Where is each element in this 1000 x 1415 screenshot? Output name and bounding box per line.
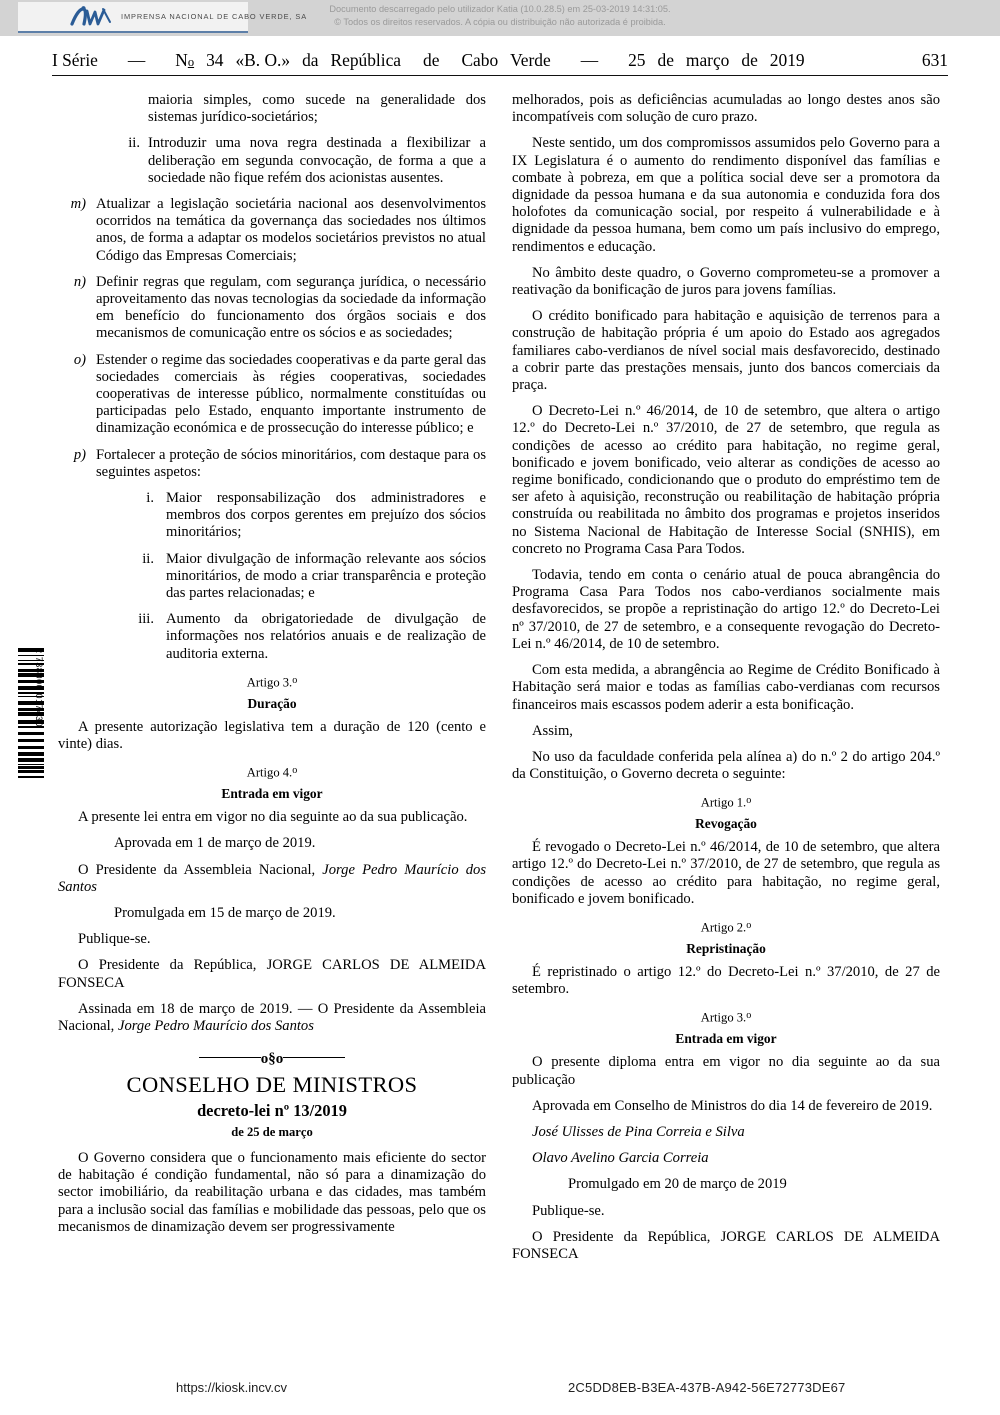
dl-artigo-1-label: Artigo 1. [700, 795, 747, 810]
runhead-numero-ordinal: o [187, 55, 195, 69]
list-item-text: Maior responsabilização dos administradores e membros dos corpos gerentes em prejuízo dos sócios minoritários; [166, 490, 486, 541]
runhead-dia: 25 [628, 50, 646, 70]
right-column [512, 92, 940, 1272]
assembly-president-name: Jorge Pedro Maurício dos Santos [58, 861, 486, 895]
runhead-da: da [302, 50, 319, 70]
watermark-line-1: Documento descarregado pelo utilizador Katia (10.0.28.5) em 25-03-2019 14:31:05. [329, 4, 671, 14]
runhead-verde: Verde [510, 50, 551, 70]
artigo-3-label: Artigo 3. [246, 675, 293, 690]
artigo-4-heading [58, 762, 486, 782]
runhead-mes: março [685, 50, 730, 70]
runhead-de-2: de [657, 50, 674, 70]
approval-date-line: Aprovada em 1 de março de 2019. [114, 835, 316, 852]
paragraph-5: O Decreto-Lei n.º 46/2014, de 10 de setembro, que altera o artigo 12.º do Decreto-Lei n.º 37/2010, de 27 de setembro, que regula as condições de acesso ao crédito para habitação, no regime geral, bonificado e jovem bonificado, veio alterar as condições de acesso ao regime bonificado, condicionando que o produto do empréstimo tem de ser afeto à aquisição, reconstrução ou reabilitação de habitação própria construída ou reabilitada no âmbito dos programas e projetos inseridos no Sistema Nacional de Habitação de Interesse Social (SNHIS), em concreto no Programa Casa Para Todos. [512, 403, 940, 557]
artigo-3-ordinal: o [292, 674, 298, 686]
runhead-cabo: Cabo [461, 50, 499, 70]
list-marker: m) [70, 196, 86, 213]
paragraph-8: No uso da faculdade conferida pela alínea a) do n.º 2 do artigo 204.º da Constituição, o Governo decreta o seguinte: [512, 748, 940, 783]
republic-president-line: O Presidente da República, JORGE CARLOS DE ALMEIDA FONSECA [58, 957, 486, 991]
dl-artigo-3-label: Artigo 3. [700, 1010, 747, 1025]
assim-line: Assim, [532, 722, 573, 739]
list-item-text: Atualizar a legislação societária nacional aos desenvolvimentos ocorridos na temática da governança das sociedades nos últimos anos, de forma a adaptar os modelos societários previstos no atual Código das Empresas Comerciais; [96, 196, 486, 264]
sub-item-iii [58, 611, 486, 663]
diploma-title: decreto-lei nº 13/2019 [197, 1100, 347, 1120]
signature-name: Jorge Pedro Maurício dos Santos [117, 1017, 314, 1034]
ornament-glyph: o§o [260, 1051, 284, 1068]
runhead-serie: I Série [52, 50, 98, 70]
paragraph-3: No âmbito deste quadro, o Governo comprometeu-se a promover a reativação da bonificação de juros para jovens famílias. [512, 264, 940, 299]
dl-publish-line: Publique-se. [532, 1202, 605, 1219]
artigo-4-ordinal: o [292, 765, 298, 777]
list-item-text: Definir regras que regulam, com segurança jurídica, o necessário aproveitamento das novas tecnologias da sociedade da informação em benefício do funcionamento dos órgãos sociais e dos mecanismos de comunicação entre os sócios e as sociedades; [96, 273, 486, 342]
dl-artigo-1-epigraph: Revogação [695, 816, 757, 832]
dl-artigo-3-heading [512, 1007, 940, 1027]
list-item-text: Introduzir uma nova regra destinada a flexibilizar a deliberação em segunda convocação, de forma a que a sociedade não fique refém dos acionistas ausentes. [148, 135, 486, 186]
watermark-line-2: © Todos os direitos reservados. A cópia ou distribuição não autorizada é proibida. [334, 16, 666, 27]
dl-artigo-1-body: É revogado o Decreto-Lei n.º 46/2014, de 10 de setembro, que altera artigo 12.º do Decreto-Lei n.º 37/2010, de 27 de setembro, que regula as condições de acesso ao crédito para habitação, no regime geral, bonificado e jovem bonificado. [512, 839, 940, 907]
runhead-bo: «B. O.» [235, 50, 291, 70]
list-marker: ii. [128, 135, 140, 152]
runhead-numero: 34 [206, 50, 224, 70]
dl-artigo-2-heading [512, 917, 940, 937]
section-ornament [58, 1051, 486, 1068]
paragraph-continued: melhorados, pois as deficiências acumuladas ao longo destes anos são incompatíveis com solução de curo prazo. [512, 92, 940, 126]
paragraph-2: Neste sentido, um dos compromissos assumidos pelo Governo para a IX Legislatura é o aumento do rendimento disponível das famílias e combate à pobreza, em que a política social deve ser a promotora da dignidade da pessoa humana e da sua autonomia e conduzida fora dos holofotes da comunicação social, por respeito á vulnerabilidade e à dignidade da pessoa humana, bem como um país inclusivo do emprego, rendimentos e educação. [512, 135, 940, 255]
list-marker: n) [73, 273, 86, 290]
list-item-p [58, 447, 486, 481]
list-marker: p) [73, 446, 86, 463]
dl-artigo-2-label: Artigo 2. [700, 920, 747, 935]
assembly-president-line [58, 862, 486, 896]
dl-artigo-2-body: É repristinado o artigo 12.º do Decreto-Lei n.º 37/2010, de 27 de setembro. [512, 963, 940, 998]
ornament-rule-left [199, 1057, 261, 1058]
list-item-text: Aumento da obrigatoriedade de divulgação de informações nos relatórios anuais e de realização de auditoria externa. [166, 611, 486, 662]
dl-artigo-3-body: O presente diploma entra em vigor no dia seguinte ao da sua publicação [512, 1054, 940, 1088]
preamble-paragraph-1: O Governo considera que o funcionamento mais eficiente do sector de habitação é condição fundamental, não só para a dinamização do sector imobiliário, da reabilitação urbana e das cidades, mas também para a inclusão social das famílias e mobilidade das pessoas, pelo que os mecanismos de dinamização devem ser progressivamente [58, 1149, 486, 1235]
runhead-de-1: de [423, 50, 440, 70]
list-item-text: maioria simples, como sucede na generalidade dos sistemas jurídico-societários; [148, 92, 486, 126]
artigo-3-body: A presente autorização legislativa tem a duração de 120 (cento e vinte) dias. [58, 718, 486, 753]
left-column [58, 92, 486, 1245]
paragraph-6: Todavia, tendo em conta o cenário atual de pouca abrangência do Programa Casa Para Todos nos cabo-verdianos socialmente mais desfavorecidos, se propõe a repristinação do artigo 12.º do Decreto-Lei nº 37/2010, de 27 de setembro, e a consequente revogação do Decreto-Lei n.º 46/2014, de 10 de setembro. [512, 567, 940, 652]
dl-republic-president-line: O Presidente da República, JORGE CARLOS DE ALMEIDA FONSECA [512, 1228, 940, 1262]
incv-logo-label: IMPRENSA NACIONAL DE CABO VERDE, SA [121, 12, 308, 21]
runhead-page-number: 631 [921, 50, 948, 70]
artigo-3-heading [58, 672, 486, 692]
document-id: 2C5DD8EB-B3EA-437B-A942-56E72773DE67 [568, 1380, 846, 1395]
artigo-4-label: Artigo 4. [246, 765, 293, 780]
paragraph-4: O crédito bonificado para habitação e aquisição de terrenos para a construção de habitação própria é um apoio do Estado aos agregados familiares cabo-verdianos de nível social mais desfavorecido, destinado a cobrir parte das prestações mensais, junto dos bancos comerciais da praça. [512, 308, 940, 394]
paragraph-7: Com esta medida, a abrangência ao Regime de Crédito Bonificado à Habitação será maior e todas as famílias cabo-verdianas com recursos financeiros mais escassos podem aderir a esta bonificação. [512, 662, 940, 713]
barcode-digits: 2 738000 017430 [34, 648, 44, 728]
council-approval-line: Aprovada em Conselho de Ministros do dia 14 de fevereiro de 2019. [532, 1097, 933, 1114]
organ-title: CONSELHO DE MINISTROS [126, 1072, 418, 1098]
diploma-date: de 25 de março [231, 1124, 313, 1139]
kiosk-url[interactable]: https://kiosk.incv.cv [176, 1380, 288, 1395]
list-marker: i. [146, 490, 154, 507]
list-item-text: Maior divulgação de informação relevante aos sócios minoritários, de modo a criar transparência e proteção das partes relacionadas; e [166, 550, 486, 602]
signatory-prime-minister: José Ulisses de Pina Correia e Silva [532, 1123, 745, 1140]
list-marker: ii. [142, 550, 154, 567]
publish-line: Publique-se. [78, 931, 151, 948]
watermark-bar [0, 0, 1000, 36]
list-item-o [58, 352, 486, 438]
list-marker: o) [73, 351, 86, 368]
list-item-n [58, 274, 486, 343]
signature-date-prefix: Assinada em 18 de março de 2019. — O Presidente da Assembleia Nacional, [58, 1000, 486, 1034]
dl-artigo-3-epigraph: Entrada em vigor [675, 1031, 777, 1047]
list-item-m [58, 196, 486, 265]
artigo-3-epigraph: Duração [247, 695, 297, 711]
runhead-numero-label: N [175, 50, 188, 70]
sub-item-i [58, 490, 486, 542]
list-item-text: Fortalecer a proteção de sócios minoritários, com destaque para os seguintes aspetos: [96, 446, 486, 480]
sub-item-ii [58, 551, 486, 603]
list-item-ii [58, 135, 486, 187]
dl-artigo-2-epigraph: Repristinação [686, 940, 766, 956]
dl-promulgation-line: Promulgado em 20 de março de 2019 [568, 1176, 787, 1193]
runhead-ano: 2019 [769, 50, 805, 70]
signature-date-line [58, 1001, 486, 1035]
list-item-continued [58, 92, 486, 126]
ornament-rule-right [283, 1057, 345, 1058]
dl-artigo-1-heading [512, 792, 940, 812]
promulgation-date-line: Promulgada em 15 de março de 2019. [114, 904, 336, 921]
list-item-text: Estender o regime das sociedades cooperativas e da parte geral das sociedades comerciais às régies cooperativas, sociedades cooperativas de interesse público, normalmente constituídas ou participadas pelo Estado, enquanto importante instrumento de dinamização económica e de prossecução do interesse público; e [96, 351, 486, 437]
runhead-republica: República [330, 50, 402, 70]
dl-artigo-2-ordinal: o [746, 920, 752, 932]
runhead-de-3: de [741, 50, 758, 70]
list-marker: iii. [138, 611, 154, 628]
download-watermark-text [0, 3, 1000, 28]
dl-artigo-1-ordinal: o [746, 795, 752, 807]
signatory-minister: Olavo Avelino Garcia Correia [532, 1150, 709, 1167]
assembly-president-prefix: O Presidente da Assembleia Nacional, [78, 861, 323, 878]
runhead-dash-1: — [127, 50, 146, 70]
artigo-4-body: A presente lei entra em vigor no dia seguinte ao da sua publicação. [78, 809, 468, 826]
dl-artigo-3-ordinal: o [746, 1010, 752, 1022]
running-head [52, 50, 948, 76]
runhead-dash-2: — [580, 50, 599, 70]
artigo-4-epigraph: Entrada em vigor [221, 785, 323, 801]
